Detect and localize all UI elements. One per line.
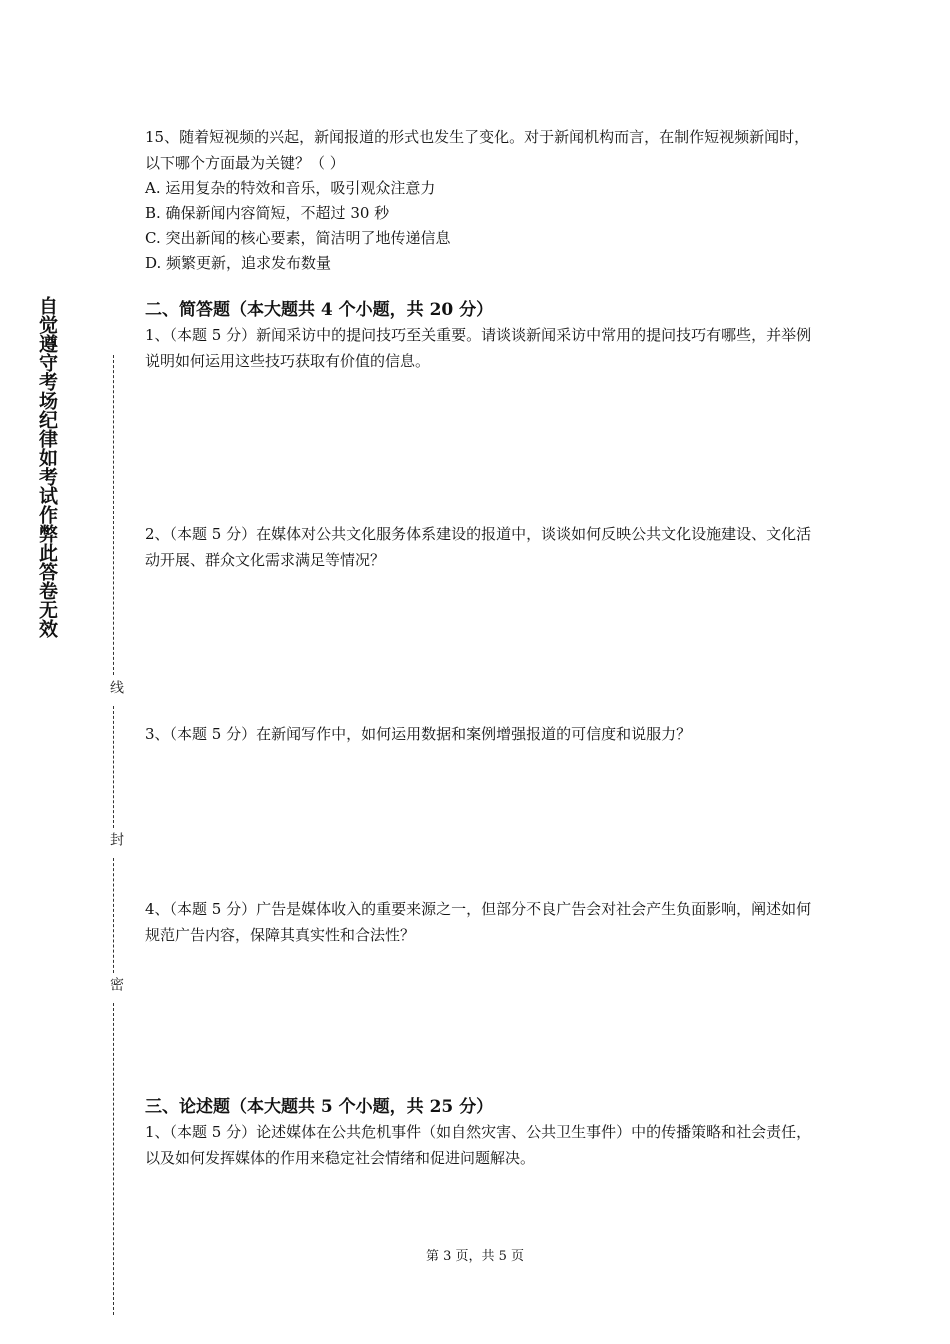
question-text: 1、（本题 5 分）新闻采访中的提问技巧至关重要。请谈谈新闻采访中常用的提问技巧有哪些，并举例说明如何运用这些技巧获取有价值的信息。 bbox=[145, 326, 812, 370]
section-3-question-1 bbox=[145, 1119, 815, 1171]
section-2-question-2 bbox=[145, 521, 815, 573]
section-2-question-4 bbox=[145, 896, 815, 948]
section-2-question-1 bbox=[145, 322, 815, 374]
seal-dashed-line-middle bbox=[113, 706, 114, 828]
question-15-option-b: B. 确保新闻内容简短，不超过 30 秒 bbox=[145, 204, 390, 222]
question-text: 2、（本题 5 分）在媒体对公共文化服务体系建设的报道中，谈谈如何反映公共文化设施建设、文化活动开展、群众文化需求满足等情况？ bbox=[145, 525, 812, 569]
seal-dashed-line-bottom bbox=[113, 1003, 114, 1315]
question-text: 3、（本题 5 分）在新闻写作中，如何运用数据和案例增强报道的可信度和说服力？ bbox=[145, 725, 692, 743]
seal-dashed-line-lower bbox=[113, 858, 114, 973]
section-2-question-3 bbox=[145, 721, 815, 747]
seal-char-line: 线 bbox=[108, 680, 124, 694]
seal-char-secret: 密 bbox=[108, 977, 124, 991]
question-text: 1、（本题 5 分）论述媒体在公共危机事件（如自然灾害、公共卫生事件）中的传播策略和社会责任，以及如何发挥媒体的作用来稳定社会情绪和促进问题解决。 bbox=[145, 1123, 812, 1167]
question-15-option-a: A. 运用复杂的特效和音乐，吸引观众注意力 bbox=[145, 179, 436, 197]
question-15 bbox=[145, 124, 815, 276]
question-15-stem: 15、随着短视频的兴起，新闻报道的形式也发生了变化。对于新闻机构而言，在制作短视频新闻时，以下哪个方面最为关键？（ ） bbox=[145, 128, 810, 172]
question-text: 4、（本题 5 分）广告是媒体收入的重要来源之一，但部分不良广告会对社会产生负面影响，阐述如何规范广告内容，保障其真实性和合法性？ bbox=[145, 900, 812, 944]
seal-dashed-line-top bbox=[113, 355, 114, 675]
page-number-footer: 第 3 页，共 5 页 bbox=[425, 1249, 525, 1264]
exam-discipline-notice: 自觉遵守考场纪律如考试作弊此答卷无效 bbox=[36, 296, 58, 638]
seal-char-seal: 封 bbox=[108, 832, 124, 846]
section-2-title: 二、简答题（本大题共 4 个小题，共 20 分） bbox=[145, 300, 494, 320]
section-3-title: 三、论述题（本大题共 5 个小题，共 25 分） bbox=[145, 1097, 494, 1117]
question-15-option-c: C. 突出新闻的核心要素，简洁明了地传递信息 bbox=[145, 229, 451, 247]
question-15-option-d: D. 频繁更新，追求发布数量 bbox=[145, 254, 332, 272]
